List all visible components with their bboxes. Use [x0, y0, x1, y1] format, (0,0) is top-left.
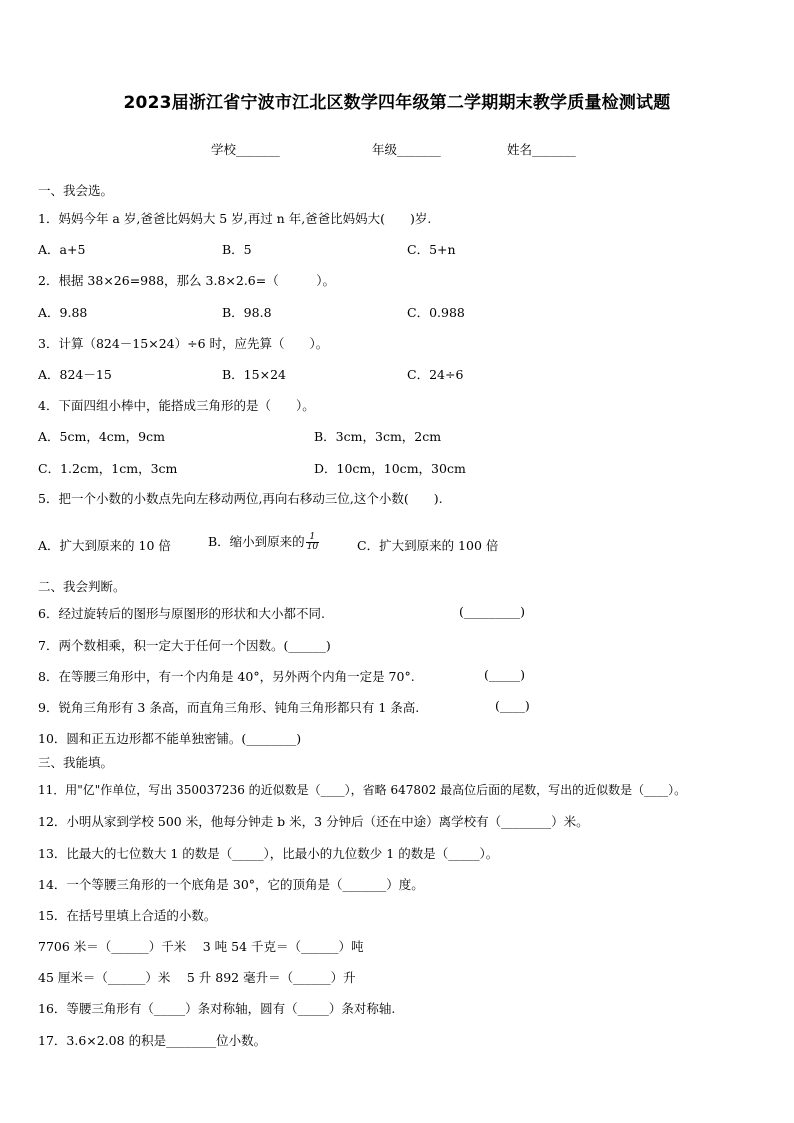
grade-field[interactable]: 年级_______ — [372, 142, 441, 157]
page-title: 2023届浙江省宁波市江北区数学四年级第二学期期末教学质量检测试题 — [123, 93, 671, 113]
student-info-row — [0, 140, 794, 160]
question-3: 3．计算（824－15×24）÷6 时，应先算（ ）。 — [38, 336, 329, 351]
question-16: 16．等腰三角形有（_____）条对称轴，圆有（_____）条对称轴. — [38, 1001, 396, 1016]
q6-answer-blank[interactable]: (_________) — [459, 604, 526, 619]
fraction-one-tenth — [306, 533, 319, 552]
q1-option-a[interactable]: A．a+5 — [38, 242, 86, 257]
fraction-numerator: 1 — [306, 533, 319, 543]
question-4: 4．下面四组小棒中，能搭成三角形的是（ ）。 — [38, 398, 315, 413]
section-heading-choice: 一、我会选。 — [38, 183, 114, 198]
question-1: 1．妈妈今年 a 岁,爸爸比妈妈大 5 岁,再过 n 年,爸爸比妈妈大( )岁. — [38, 211, 432, 226]
question-13: 13．比最大的七位数大 1 的数是（_____），比最小的九位数少 1 的数是（_____）。 — [38, 846, 499, 861]
section-heading-fill: 三、我能填。 — [38, 755, 114, 770]
q1-option-c[interactable]: C．5+n — [407, 242, 456, 257]
q3-option-c[interactable]: C．24÷6 — [407, 367, 464, 382]
q8-answer-blank[interactable]: (_____) — [484, 667, 526, 682]
question-8: 8．在等腰三角形中，有一个内角是 40°，另外两个内角一定是 70°. — [38, 669, 415, 684]
q5-option-a[interactable]: A．扩大到原来的 10 倍 — [38, 538, 171, 553]
q5-option-c[interactable]: C．扩大到原来的 100 倍 — [357, 538, 499, 553]
question-5: 5．把一个小数的小数点先向左移动两位,再向右移动三位,这个小数( ). — [38, 491, 443, 506]
q5-option-b-label: B．缩小到原来的 — [208, 534, 305, 549]
q5-option-b[interactable] — [208, 532, 320, 552]
question-12: 12．小明从家到学校 500 米，他每分钟走 b 米，3 分钟后（还在中途）离学校有（________）米。 — [38, 814, 589, 829]
q2-option-c[interactable]: C．0.988 — [407, 305, 465, 320]
q2-option-a[interactable]: A．9.88 — [38, 305, 88, 320]
question-9: 9．锐角三角形有 3 条高，而直角三角形、钝角三角形都只有 1 条高. — [38, 700, 420, 715]
q3-option-a[interactable]: A．824－15 — [38, 367, 112, 382]
question-2: 2．根据 38×26=988，那么 3.8×2.6=（ ）。 — [38, 273, 335, 288]
q4-option-a[interactable]: A．5cm，4cm，9cm — [38, 429, 165, 444]
question-17: 17．3.6×2.08 的积是________位小数。 — [38, 1033, 267, 1048]
q1-option-b[interactable]: B．5 — [222, 242, 252, 257]
school-field[interactable]: 学校_______ — [211, 142, 280, 157]
question-11: 11．用"亿"作单位，写出 350037236 的近似数是（____），省略 647802 最高位后面的尾数，写出的近似数是（____）。 — [38, 783, 687, 797]
section-heading-judge: 二、我会判断。 — [38, 579, 126, 594]
q4-option-c[interactable]: C．1.2cm，1cm，3cm — [38, 461, 178, 476]
q4-option-b[interactable]: B．3cm，3cm，2cm — [314, 429, 442, 444]
q3-option-b[interactable]: B．15×24 — [222, 367, 286, 382]
question-7: 7．两个数相乘，积一定大于任何一个因数。(______) — [38, 638, 331, 653]
name-field[interactable]: 姓名_______ — [507, 142, 576, 157]
q2-option-b[interactable]: B．98.8 — [222, 305, 272, 320]
q9-answer-blank[interactable]: (____) — [495, 698, 530, 713]
fraction-denominator: 10 — [306, 542, 319, 552]
question-14: 14．一个等腰三角形的一个底角是 30°，它的顶角是（_______）度。 — [38, 877, 424, 892]
q4-option-d[interactable]: D．10cm，10cm，30cm — [314, 461, 466, 476]
question-15: 15．在括号里填上合适的小数。 — [38, 908, 217, 923]
question-10: 10．圆和正五边形都不能单独密铺。(________) — [38, 731, 302, 746]
question-15-line-2: 45 厘米＝（______）米 5 升 892 毫升＝（______）升 — [38, 970, 356, 985]
question-15-line-1: 7706 米＝（______）千米 3 吨 54 千克＝（______）吨 — [38, 939, 364, 954]
question-6: 6．经过旋转后的图形与原图形的形状和大小都不同. — [38, 606, 325, 621]
